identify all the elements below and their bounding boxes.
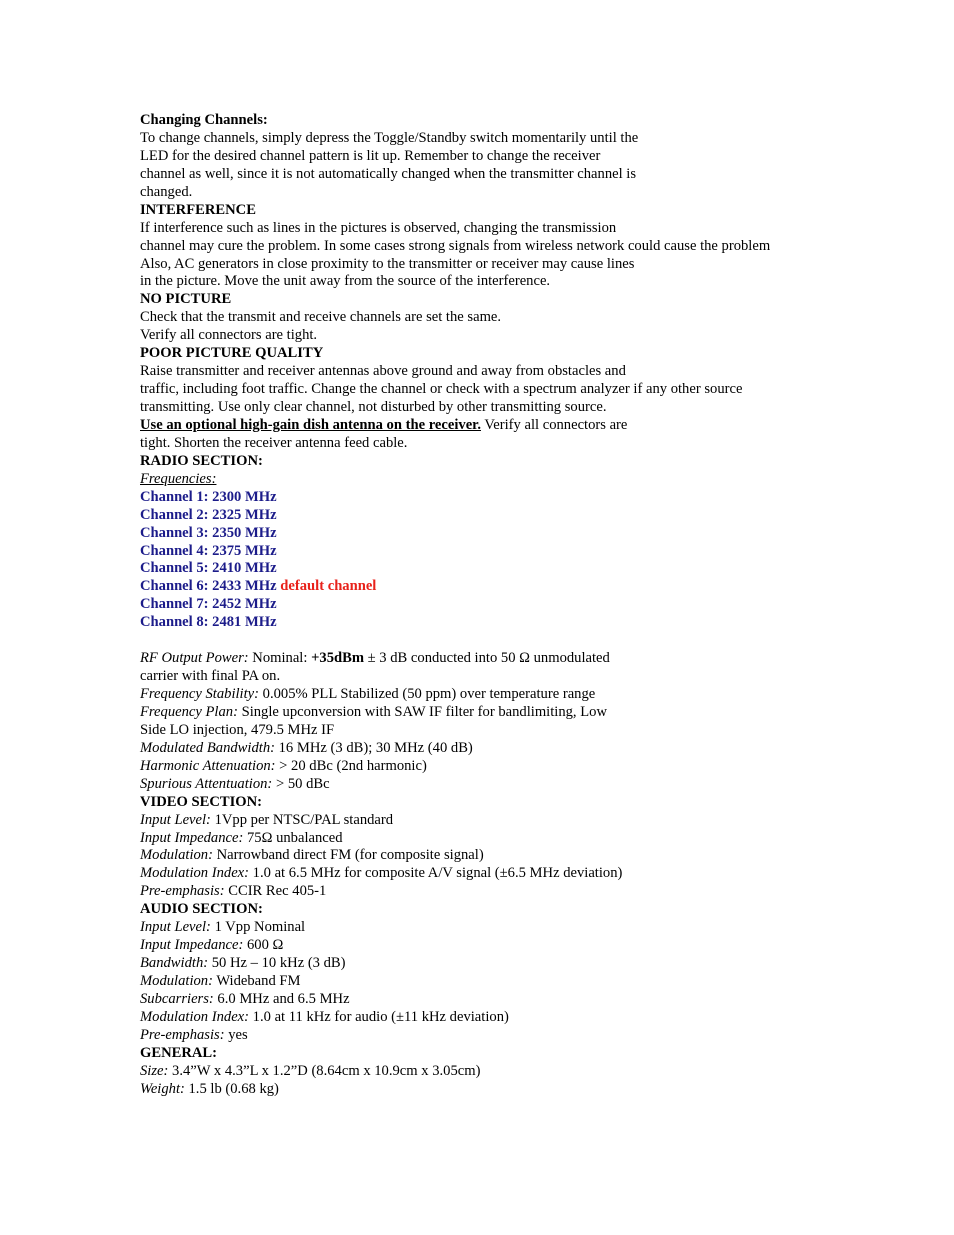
video-spec-label: Modulation Index: — [140, 865, 250, 882]
video-section-heading: VIDEO SECTION: — [140, 793, 263, 810]
general-section-heading: GENERAL: — [140, 1044, 218, 1061]
video-spec-value: CCIR Rec 405-1 — [224, 883, 327, 900]
interference-heading: INTERFERENCE — [140, 201, 256, 218]
video-spec-row — [140, 865, 840, 883]
harmonic-row — [140, 758, 840, 776]
audio-spec-label: Pre-emphasis: — [140, 1026, 225, 1043]
channel-8: Channel 8: 2481 MHz — [140, 614, 277, 631]
interference-line: channel may cure the problem. In some cases strong signals from wireless network could cause the problem — [140, 237, 771, 254]
video-spec-row — [140, 830, 840, 848]
rf-output-post: ± 3 dB conducted into 50 Ω unmodulated — [364, 650, 610, 667]
bandwidth-value: 16 MHz (3 dB); 30 MHz (40 dB) — [274, 739, 473, 756]
general-spec-value: 3.4”W x 4.3”L x 1.2”D (8.64cm x 10.9cm x 3.05cm) — [168, 1062, 481, 1079]
rf-output-line2: carrier with final PA on. — [140, 668, 281, 685]
video-spec-value: 1.0 at 6.5 MHz for composite A/V signal (±6.5 MHz deviation) — [249, 865, 623, 882]
audio-section-heading: AUDIO SECTION: — [140, 901, 263, 918]
video-spec-label: Input Level: — [140, 811, 211, 828]
interference-line: If interference such as lines in the pictures is observed, changing the transmission — [140, 219, 617, 236]
audio-spec-label: Modulation Index: — [140, 1008, 250, 1025]
audio-spec-value: 50 Hz – 10 kHz (3 dB) — [208, 955, 346, 972]
audio-spec-row — [140, 919, 840, 937]
audio-spec-label: Input Impedance: — [140, 937, 244, 954]
audio-spec-row — [140, 1027, 840, 1045]
spurious-label: Spurious Attentuation: — [140, 775, 273, 792]
changing-channels-line: LED for the desired channel pattern is lit up. Remember to change the receiver — [140, 147, 601, 164]
poor-picture-line: traffic, including foot traffic. Change the channel or check with a spectrum analyzer if any other source — [140, 381, 743, 398]
spurious-row — [140, 776, 840, 794]
audio-spec-value: 1.0 at 11 kHz for audio (±11 kHz deviation) — [249, 1008, 509, 1025]
no-picture-line: Check that the transmit and receive channels are set the same. — [140, 309, 502, 326]
poor-picture-line: tight. Shorten the receiver antenna feed cable. — [140, 434, 408, 451]
poor-picture-line: transmitting. Use only clear channel, not disturbed by other transmitting source. — [140, 399, 607, 415]
general-spec-row — [140, 1081, 840, 1099]
video-spec-value: 1Vpp per NTSC/PAL standard — [210, 811, 394, 828]
general-spec-label: Weight: — [140, 1080, 185, 1097]
audio-spec-label: Subcarriers: — [140, 990, 214, 1007]
rf-output-power: +35dBm — [311, 650, 364, 667]
harmonic-value: > 20 dBc (2nd harmonic) — [275, 757, 427, 774]
channel-7: Channel 7: 2452 MHz — [140, 596, 277, 613]
bandwidth-row — [140, 740, 840, 758]
audio-spec-label: Input Level: — [140, 919, 211, 936]
audio-spec-value: yes — [224, 1026, 248, 1043]
audio-spec-row — [140, 1009, 840, 1027]
harmonic-label: Harmonic Attenuation: — [140, 757, 276, 774]
poor-picture-emphasis-line — [140, 417, 840, 435]
video-spec-value: 75Ω unbalanced — [243, 829, 343, 846]
general-spec-row — [140, 1063, 840, 1081]
stability-label: Frequency Stability: — [140, 686, 260, 702]
video-spec-row — [140, 812, 840, 830]
plan-row — [140, 704, 840, 722]
channel-5: Channel 5: 2410 MHz — [140, 560, 277, 577]
audio-spec-value: 6.0 MHz and 6.5 MHz — [213, 990, 350, 1007]
stability-value: 0.005% PLL Stabilized (50 ppm) over temperature range — [259, 686, 596, 702]
bandwidth-label: Modulated Bandwidth: — [140, 739, 275, 756]
video-spec-label: Modulation: — [140, 847, 213, 864]
channel-6: Channel 6: 2433 MHz — [140, 578, 277, 595]
plan-line2: Side LO injection, 479.5 MHz IF — [140, 721, 335, 738]
channel-6-row — [140, 578, 840, 596]
radio-section-heading: RADIO SECTION: — [140, 452, 263, 469]
dish-antenna-emphasis: Use an optional high-gain dish antenna on the receiver. — [140, 416, 481, 433]
channel-1: Channel 1: 2300 MHz — [140, 488, 277, 505]
interference-line: Also, AC generators in close proximity to the transmitter or receiver may cause lines — [140, 255, 635, 272]
audio-spec-label: Bandwidth: — [140, 955, 209, 972]
changing-channels-line: channel as well, since it is not automatically changed when the transmitter channel is — [140, 165, 637, 182]
general-spec-label: Size: — [140, 1062, 169, 1079]
manual-text — [140, 112, 840, 1099]
changing-channels-heading: Changing Channels: — [140, 112, 268, 128]
rf-output-pre: Nominal: — [248, 650, 312, 667]
poor-picture-line: Raise transmitter and receiver antennas above ground and away from obstacles and — [140, 363, 626, 380]
audio-spec-value: 1 Vpp Nominal — [210, 919, 306, 936]
video-spec-value: Narrowband direct FM (for composite signal) — [212, 847, 484, 864]
channel-2: Channel 2: 2325 MHz — [140, 506, 277, 523]
spacer — [140, 632, 840, 650]
no-picture-heading: NO PICTURE — [140, 291, 232, 308]
audio-spec-row — [140, 991, 840, 1009]
no-picture-line: Verify all connectors are tight. — [140, 327, 318, 344]
video-spec-row — [140, 883, 840, 901]
audio-spec-row — [140, 955, 840, 973]
interference-line: in the picture. Move the unit away from the source of the interference. — [140, 273, 551, 290]
audio-spec-value: 600 Ω — [243, 937, 284, 954]
poor-picture-tail: Verify all connectors are — [480, 416, 628, 433]
video-spec-label: Pre-emphasis: — [140, 883, 225, 900]
frequencies-label: Frequencies: — [140, 470, 217, 487]
changing-channels-line: To change channels, simply depress the Toggle/Standby switch momentarily until the — [140, 129, 639, 146]
changing-channels-line: changed. — [140, 183, 193, 200]
channel-4: Channel 4: 2375 MHz — [140, 542, 277, 559]
stability-row — [140, 686, 840, 704]
plan-label: Frequency Plan: — [140, 703, 238, 720]
channel-3: Channel 3: 2350 MHz — [140, 524, 277, 541]
audio-spec-value: Wideband FM — [212, 973, 301, 989]
general-spec-value: 1.5 lb (0.68 kg) — [184, 1080, 279, 1097]
rf-output-row — [140, 650, 840, 668]
spurious-value: > 50 dBc — [272, 775, 330, 792]
audio-spec-label: Modulation: — [140, 973, 213, 989]
rf-output-label: RF Output Power: — [140, 650, 249, 667]
video-spec-label: Input Impedance: — [140, 829, 244, 846]
poor-picture-heading: POOR PICTURE QUALITY — [140, 345, 324, 362]
plan-value: Single upconversion with SAW IF filter for bandlimiting, Low — [237, 703, 607, 720]
default-channel-note: default channel — [280, 578, 377, 595]
audio-spec-row — [140, 973, 840, 991]
audio-spec-row — [140, 937, 840, 955]
video-spec-row — [140, 847, 840, 865]
